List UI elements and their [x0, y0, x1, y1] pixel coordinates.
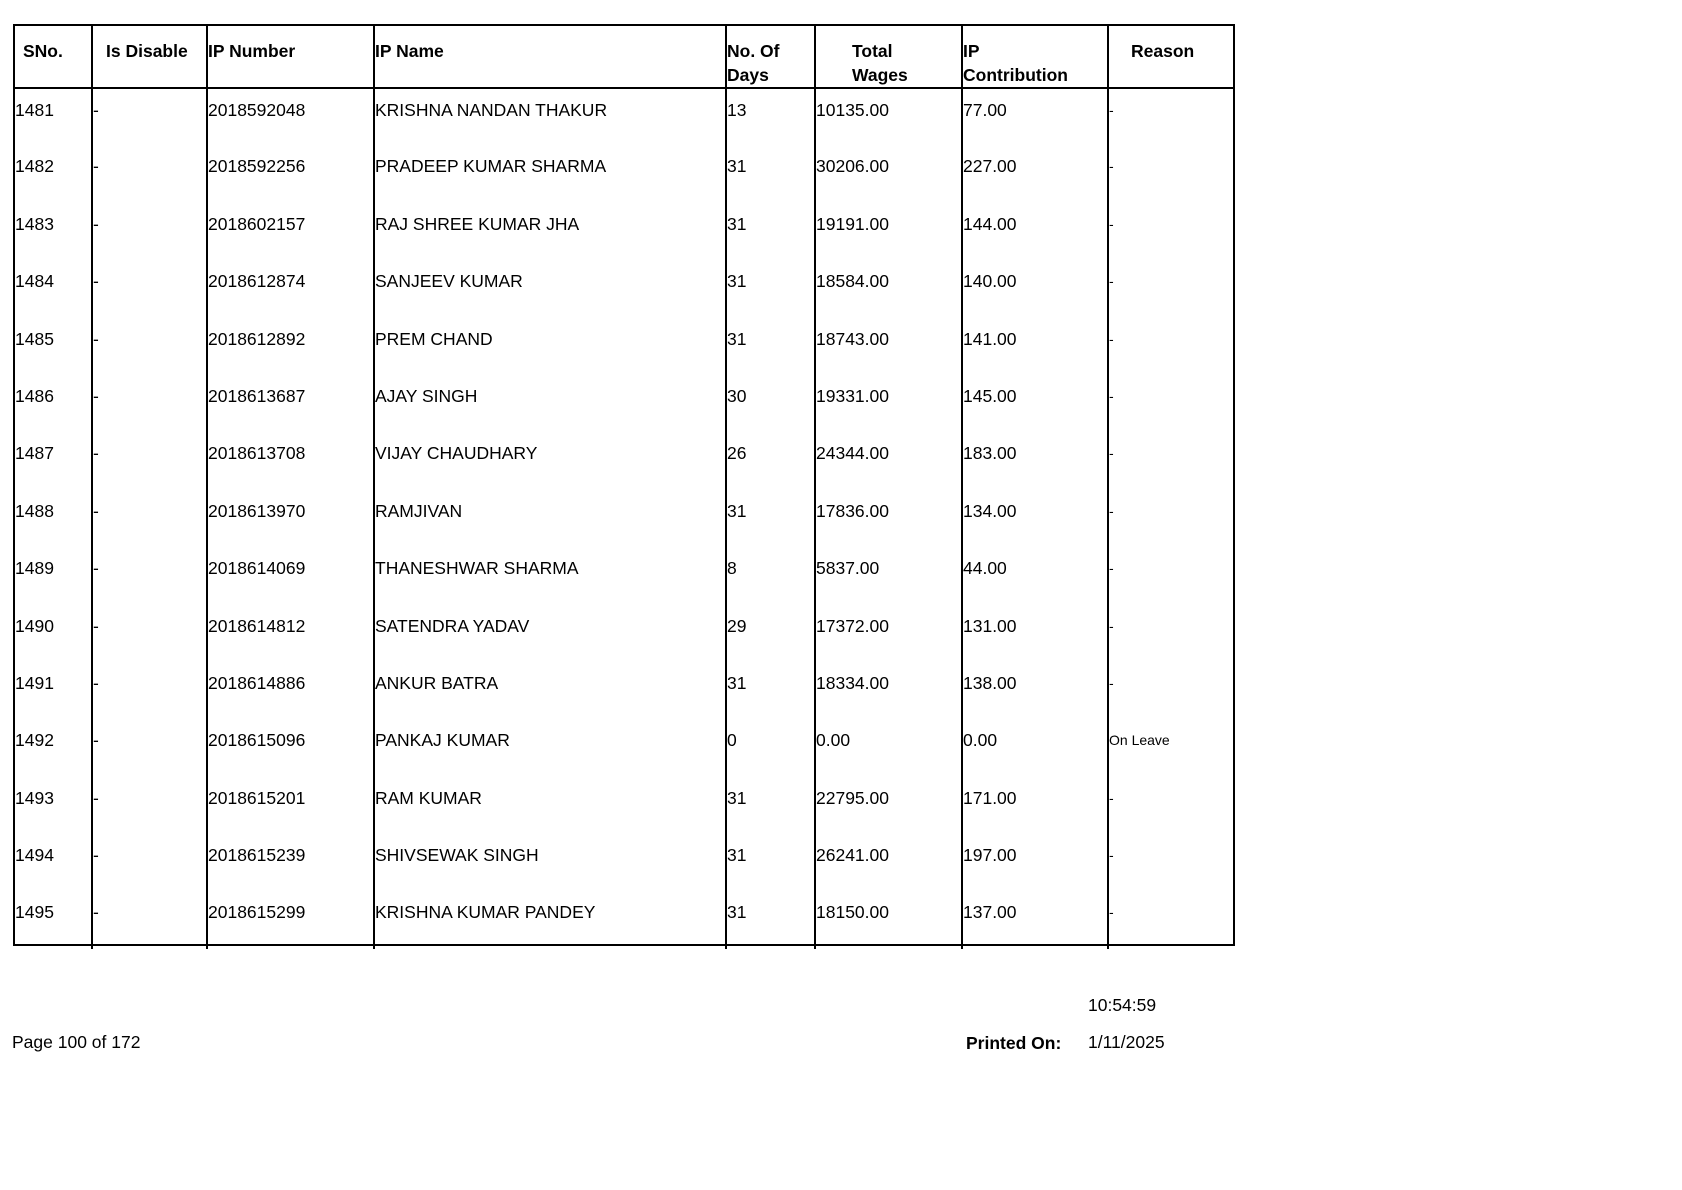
cell-is-disable: - [92, 662, 207, 719]
cell-reason: - [1108, 88, 1233, 145]
cell-sno: 1481 [15, 100, 54, 120]
cell-sno: 1488 [15, 500, 54, 521]
cell-no-of-days: 31 [726, 203, 815, 260]
cell-total-wages: 18334.00 [815, 662, 962, 719]
cell-sno: 1486 [15, 385, 54, 406]
cell-ip-contribution: 77.00 [962, 88, 1108, 145]
cell-total-wages: 0.00 [815, 719, 962, 776]
cell-total-wages: 5837.00 [815, 547, 962, 604]
cell-ip-number: 2018615096 [207, 719, 374, 776]
cell-reason: - [1108, 260, 1233, 317]
cell-no-of-days: 31 [726, 145, 815, 202]
cell-ip-name: SHIVSEWAK SINGH [374, 834, 726, 891]
cell-ip-number: 2018602157 [207, 203, 374, 260]
table-row [15, 605, 1233, 662]
cell-is-disable: - [92, 88, 207, 145]
cell-ip-contribution: 141.00 [962, 318, 1108, 375]
cell-sno: 1492 [15, 730, 54, 751]
cell-reason: - [1108, 375, 1233, 432]
table-row [15, 777, 1233, 834]
cell-ip-contribution: 44.00 [962, 547, 1108, 604]
header-days-line2: Days [727, 65, 769, 85]
cell-no-of-days: 31 [726, 777, 815, 834]
cell-is-disable: - [92, 375, 207, 432]
cell-ip-number: 2018614812 [207, 605, 374, 662]
cell-ip-name: RAJ SHREE KUMAR JHA [374, 203, 726, 260]
header-contrib-line2: Contribution [963, 65, 1068, 85]
cell-reason: - [1108, 547, 1233, 604]
cell-reason: - [1108, 777, 1233, 834]
printed-date: 1/11/2025 [1088, 1032, 1165, 1052]
cell-total-wages: 22795.00 [815, 777, 962, 834]
cell-total-wages: 19331.00 [815, 375, 962, 432]
cell-ip-number: 2018613687 [207, 375, 374, 432]
cell-no-of-days: 26 [726, 432, 815, 489]
cell-reason: On Leave [1108, 719, 1233, 776]
cell-is-disable: - [92, 834, 207, 891]
cell-ip-contribution: 145.00 [962, 375, 1108, 432]
cell-ip-contribution: 171.00 [962, 777, 1108, 834]
cell-sno: 1484 [15, 271, 54, 292]
cell-no-of-days: 31 [726, 490, 815, 547]
cell-sno: 1491 [15, 672, 54, 693]
cell-ip-name: PREM CHAND [374, 318, 726, 375]
cell-is-disable: - [92, 719, 207, 776]
cell-no-of-days: 31 [726, 318, 815, 375]
header-ip-number: IP Number [207, 26, 374, 88]
contribution-table [15, 26, 1233, 949]
cell-is-disable: - [92, 777, 207, 834]
cell-ip-number: 2018614886 [207, 662, 374, 719]
cell-is-disable: - [92, 605, 207, 662]
cell-ip-number: 2018613708 [207, 432, 374, 489]
cell-ip-contribution: 227.00 [962, 145, 1108, 202]
header-sno: SNo. [15, 26, 92, 88]
cell-is-disable: - [92, 547, 207, 604]
cell-reason: - [1108, 834, 1233, 891]
cell-no-of-days: 31 [726, 891, 815, 948]
cell-total-wages: 17836.00 [815, 490, 962, 547]
cell-ip-number: 2018615201 [207, 777, 374, 834]
cell-ip-contribution: 131.00 [962, 605, 1108, 662]
cell-ip-contribution: 137.00 [962, 891, 1108, 948]
cell-reason: - [1108, 605, 1233, 662]
table-row [15, 490, 1233, 547]
cell-no-of-days: 13 [726, 88, 815, 145]
cell-total-wages: 18150.00 [815, 891, 962, 948]
cell-ip-name: KRISHNA KUMAR PANDEY [374, 891, 726, 948]
table-row [15, 662, 1233, 719]
cell-ip-contribution: 197.00 [962, 834, 1108, 891]
cell-ip-number: 2018613970 [207, 490, 374, 547]
cell-ip-name: KRISHNA NANDAN THAKUR [374, 88, 726, 145]
table-row [15, 145, 1233, 202]
cell-ip-number: 2018592048 [207, 88, 374, 145]
header-contrib-line1: IP [963, 41, 980, 61]
cell-is-disable: - [92, 203, 207, 260]
cell-no-of-days: 31 [726, 834, 815, 891]
table-row [15, 318, 1233, 375]
cell-ip-number: 2018612892 [207, 318, 374, 375]
cell-ip-contribution: 134.00 [962, 490, 1108, 547]
cell-no-of-days: 0 [726, 719, 815, 776]
cell-ip-number: 2018615299 [207, 891, 374, 948]
cell-reason: - [1108, 203, 1233, 260]
header-ip-contribution [962, 26, 1108, 88]
cell-total-wages: 18743.00 [815, 318, 962, 375]
printed-on-label: Printed On: [966, 1033, 1062, 1053]
cell-sno: 1490 [15, 615, 54, 636]
cell-no-of-days: 31 [726, 260, 815, 317]
table-row [15, 891, 1233, 948]
cell-no-of-days: 31 [726, 662, 815, 719]
cell-total-wages: 17372.00 [815, 605, 962, 662]
cell-reason: - [1108, 318, 1233, 375]
cell-sno: 1495 [15, 902, 54, 923]
cell-ip-number: 2018615239 [207, 834, 374, 891]
table-row [15, 834, 1233, 891]
cell-total-wages: 19191.00 [815, 203, 962, 260]
cell-no-of-days: 8 [726, 547, 815, 604]
cell-ip-contribution: 138.00 [962, 662, 1108, 719]
cell-sno: 1487 [15, 443, 54, 464]
cell-ip-contribution: 140.00 [962, 260, 1108, 317]
cell-ip-name: SANJEEV KUMAR [374, 260, 726, 317]
printed-time: 10:54:59 [1088, 995, 1157, 1015]
cell-ip-number: 2018614069 [207, 547, 374, 604]
cell-ip-name: PRADEEP KUMAR SHARMA [374, 145, 726, 202]
cell-ip-name: VIJAY CHAUDHARY [374, 432, 726, 489]
cell-ip-name: RAMJIVAN [374, 490, 726, 547]
header-wages-line1: Total [852, 41, 893, 61]
cell-ip-name: PANKAJ KUMAR [374, 719, 726, 776]
cell-ip-name: AJAY SINGH [374, 375, 726, 432]
table-header-row [15, 26, 1233, 88]
header-is-disable: Is Disable [92, 26, 207, 88]
cell-ip-contribution: 144.00 [962, 203, 1108, 260]
cell-reason: - [1108, 662, 1233, 719]
cell-ip-contribution: 0.00 [962, 719, 1108, 776]
cell-sno: 1483 [15, 213, 54, 234]
header-ip-name: IP Name [374, 26, 726, 88]
cell-no-of-days: 30 [726, 375, 815, 432]
cell-is-disable: - [92, 490, 207, 547]
table-row [15, 203, 1233, 260]
cell-sno: 1485 [15, 328, 54, 349]
header-days-line1: No. Of [727, 41, 780, 61]
cell-total-wages: 24344.00 [815, 432, 962, 489]
cell-is-disable: - [92, 318, 207, 375]
cell-ip-name: ANKUR BATRA [374, 662, 726, 719]
header-reason: Reason [1108, 26, 1233, 88]
table-row [15, 375, 1233, 432]
table-row [15, 88, 1233, 145]
cell-ip-name: THANESHWAR SHARMA [374, 547, 726, 604]
cell-reason: - [1108, 891, 1233, 948]
table-row [15, 432, 1233, 489]
cell-total-wages: 18584.00 [815, 260, 962, 317]
cell-sno: 1494 [15, 845, 54, 866]
cell-total-wages: 26241.00 [815, 834, 962, 891]
cell-no-of-days: 29 [726, 605, 815, 662]
contribution-table-frame [13, 24, 1235, 946]
cell-total-wages: 10135.00 [815, 88, 962, 145]
cell-ip-name: RAM KUMAR [374, 777, 726, 834]
cell-sno: 1482 [15, 156, 54, 177]
cell-is-disable: - [92, 260, 207, 317]
cell-is-disable: - [92, 145, 207, 202]
cell-ip-number: 2018592256 [207, 145, 374, 202]
cell-total-wages: 30206.00 [815, 145, 962, 202]
table-row [15, 719, 1233, 776]
cell-reason: - [1108, 145, 1233, 202]
page-number: Page 100 of 172 [12, 1032, 141, 1052]
cell-is-disable: - [92, 432, 207, 489]
cell-ip-number: 2018612874 [207, 260, 374, 317]
table-row [15, 260, 1233, 317]
cell-sno: 1489 [15, 558, 54, 579]
cell-ip-name: SATENDRA YADAV [374, 605, 726, 662]
cell-reason: - [1108, 432, 1233, 489]
cell-ip-contribution: 183.00 [962, 432, 1108, 489]
cell-is-disable: - [92, 891, 207, 948]
header-total-wages [815, 26, 962, 88]
table-row [15, 547, 1233, 604]
header-no-of-days [726, 26, 815, 88]
table-body [15, 88, 1233, 949]
cell-sno: 1493 [15, 787, 54, 808]
cell-reason: - [1108, 490, 1233, 547]
header-wages-line2: Wages [852, 65, 908, 85]
